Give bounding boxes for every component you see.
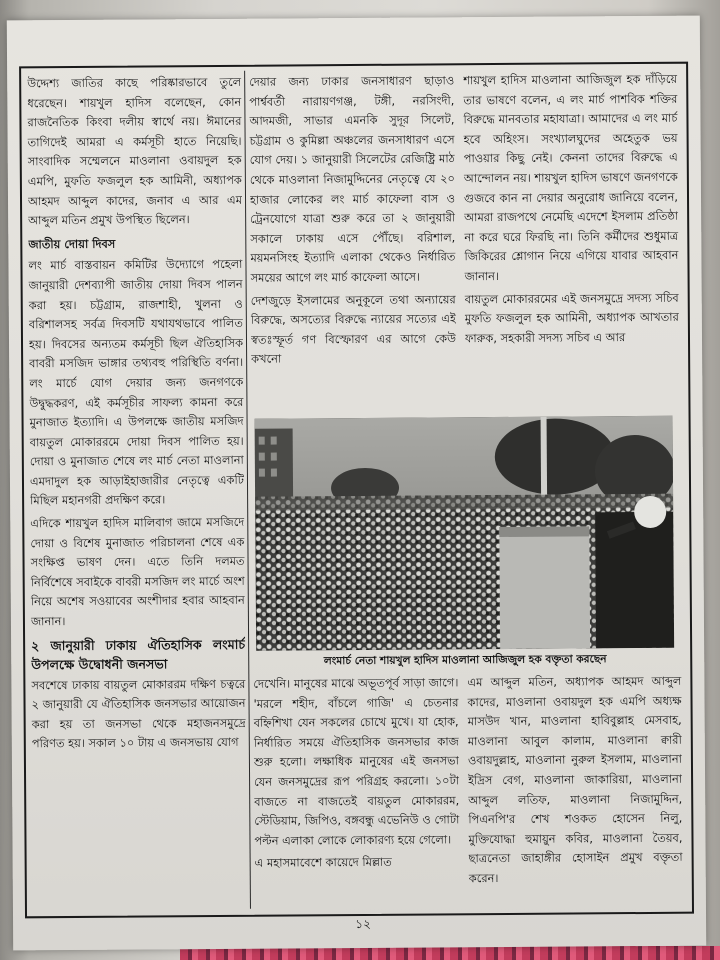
column-2-top (249, 71, 456, 368)
paragraph: উদ্দেশ্য জাতির কাছে পরিষ্কারভাবে তুলে ধরেছেন। শায়খুল হাদিস বলেছেন, কোন রাজনৈতিক কিংবা দলীয় স্বার্থে নয়। ঈমানের তাগিদেই আমরা এ কর্মসূচী হাতে নিয়েছি। সাংবাদিক সম্মেলনে মাওলানা ওবায়দুল হক এমপি, মুফতি ফজলুল হক আমিনী, অধ্যাপক আহমদ আব্দুল কাদের, জনাব এ আর এম আব্দুল মতিন প্রমুখ উপস্থিত ছিলেন। (27, 74, 243, 228)
column-2-bottom (253, 673, 460, 908)
section-heading: জাতীয় দোয়া দিবস (28, 236, 116, 252)
column-3-top (463, 70, 679, 367)
paragraph: বায়তুল মোকাররমের এই জনসমুদ্রে সদস্য সচিব মুফতি ফজলুল হক আমিনী, অধ্যাপক আখতার ফারুক, সহকারী সদস্য সচিব এ আর (464, 290, 679, 345)
section-heading: ২ জানুয়ারী ঢাকায় ঐতিহাসিক লংমার্চ উপলক্ষে উদ্বোধনী জনসভা (31, 636, 246, 672)
paragraph: এম আব্দুল মতিন, অধ্যাপক আহমদ আব্দুল কাদের, মাওলানা ওবায়দুল হক এমপি অধ্যক্ষ মাসউদ খান, মাওলানা হাবিবুল্লাহ মেসবাহ, মাওলানা আবুল কালাম, মাওলানা ক্বারী ওবায়দুল্লাহ, মাওলানা নুরুল ইসলাম, মাওলানা ইদ্রিস বেগ, মাওলানা জাকারিয়া, মাওলানা আব্দুল লতিফ, মাওলানা নিজামুদ্দিন, পিএনপি'র শেখ শওকত হোসেন নিলু, মুক্তিযোদ্ধা হুমায়ুন কবির, মাওলানা তৈয়ব, ছাত্রনেতা জাহাঙ্গীর হোসাইন প্রমুখ বক্তৃতা করেন। (467, 673, 683, 886)
article-frame (19, 62, 694, 919)
printed-page (7, 16, 706, 951)
photo-caption: লংমার্চ নেতা শায়খুল হাদিস মাওলানা আজিজুল হক বক্তৃতা করছেন (323, 653, 607, 668)
paragraph: দেখেনি। মানুষের মাঝে অভূতপূর্ব সাড়া জাগে। 'মরলে শহীদ, বাঁচলে গাজি' এ চেতনার বহ্নিশিখা যেন সকলের চোখে মুখে। যা হোক, নির্ধারিত সময়ে ঐতিহাসিক জনসভার কাজ শুরু হলো। লক্ষাধিক মানুষের এই জনসভা যেন জনসমুদ্রের রূপ পরিগ্রহ করলো। ১০টা বাজতে না বাজতেই বায়তুল মোকাররম, স্টেডিয়াম, জিপিও, বঙ্গবন্ধু এভেনিউ ও গোটা পল্টন এলাকা লোকে লোকারণ্য হয়ে গেলো। (253, 675, 460, 848)
paragraph: এদিকে শায়খুল হাদিস মালিবাগ জামে মসজিদে দোয়া ও বিশেষ মুনাজাত পরিচালনা শেষে এক সংক্ষিপ্ত ভাষণ দেন। এতে তিনি দলমত নির্বিশেষে সবাইকে বাবরী মসজিদ লং মার্চে অংশ নিয়ে অশেষ সওয়াবের অংশীদার হবার আহবান জানান। (30, 514, 245, 629)
column-1 (27, 73, 247, 910)
paragraph: শায়খুল হাদিস মাওলানা আজিজুল হক দাঁড়িয়ে তার ভাষণে বলেন, এ লং মার্চ পাশবিক শক্তির বিরুদ্ধে মানবতার মহাযাত্রা। আমাদের এ লং মার্চ হবে অহিংস। সংখ্যালঘুদের অহেতুক ভয় পাওয়ার কিছু নেই। কেননা তাদের বিরুদ্ধে এ আন্দোলন নয়। শায়খুল হাদিস ভাষণে জনগণকে গুজবে কান না দেয়ার অনুরোধ জানিয়ে বলেন, আমরা রাজপথে নেমেছি এদেশে ইসলাম প্রতিষ্ঠা না করে ঘরে ফিরছি না। তিনি কর্মীদের শুধুমাত্র জিকিরের শ্লোগান নিয়ে এগিয়ে যাবার আহবান জানান। (463, 71, 679, 284)
column-3-bottom (467, 672, 683, 907)
paragraph: দেয়ার জন্য ঢাকার জনসাধারণ ছাড়াও পার্শ্ববর্তী নারায়ণগঞ্জ, টঙ্গী, নরসিংদী, আদমজী, সাভার এমনকি সুদূর সিলেট, চট্টগ্রাম ও কুমিল্লা অঞ্চলের জনসাধারণ এসে যোগ দেয়। ১ জানুয়ারী সিলেটের রেজিষ্ট্রি মাঠ থেকে মাওলানা নিজামুদ্দিনের নেতৃত্বে যে ২০ হাজার লোকের লং মার্চ কাফেলা বাস ও ট্রেনযোগে যাত্রা শুরু করে তা ২ জানুয়ারী সকালে ঢাকায় এসে পৌঁছে। বরিশাল, ময়মনসিংহ ইত্যাদি এলাকা থেকেও নির্ধারিত সময়ের আগে লং মার্চ কাফেলা আসে। (249, 73, 456, 285)
rally-photo (255, 416, 675, 651)
crowd-image (255, 416, 675, 651)
page-number: ১২ (355, 916, 371, 932)
paragraph: এ মহাসমাবেশে কায়েদে মিল্লাত (254, 855, 392, 871)
paragraph: সবশেষে ঢাকায় বায়তুল মোকাররম দক্ষিণ চত্বরে ২ জানুয়ারী যে ঐতিহাসিক জনসভার আয়োজন করা হয় তা জনসভা থেকে মহাজনসমুদ্রে পরিণত হয়। সকাল ১০ টায় এ জনসভায় যোগ (31, 676, 246, 751)
paragraph: লং মার্চ বাস্তবায়ন কমিটির উদ্যোগে পহেলা জানুয়ারী দেশব্যাপী জাতীয় দোয়া দিবস পালন করা হয়। চট্টগ্রাম, রাজশাহী, খুলনা ও বরিশালসহ সর্বত্র দিবসটি যথাযথভাবে পালিত হয়। দিবসের অন্যতম কর্মসূচী ছিল ঐতিহাসিক বাবরী মসজিদ ভাঙ্গার তথ্যবহু পরিস্থিতি বর্ণনা। লং মার্চে যোগ দেয়ার জন্য জনগণকে উদ্বুদ্ধকরণ, এই কর্মসূচীর সাফল্য কামনা করে মুনাজাত ইত্যাদি। এ উপলক্ষে জাতীয় মসজিদ বায়তুল মোকাররমে দোয়া দিবস পালিত হয়। দোয়া ও মুনাজাত শেষে লং মার্চ নেতা মাওলানা এমদাদুল হক আড়াইহাজারীর নেতৃত্বে একটি মিছিল মহানগরী প্রদক্ষিণ করে। (28, 257, 245, 508)
paragraph: দেশজুড়ে ইসলামের অনুকূলে তথা অন্যায়ের বিরুদ্ধে, অসত্যের বিরুদ্ধে ন্যায়ের সত্যের এই স্বতঃস্ফূর্ত গণ বিস্ফোরণ এর আগে কেউ কখনো (250, 291, 457, 367)
